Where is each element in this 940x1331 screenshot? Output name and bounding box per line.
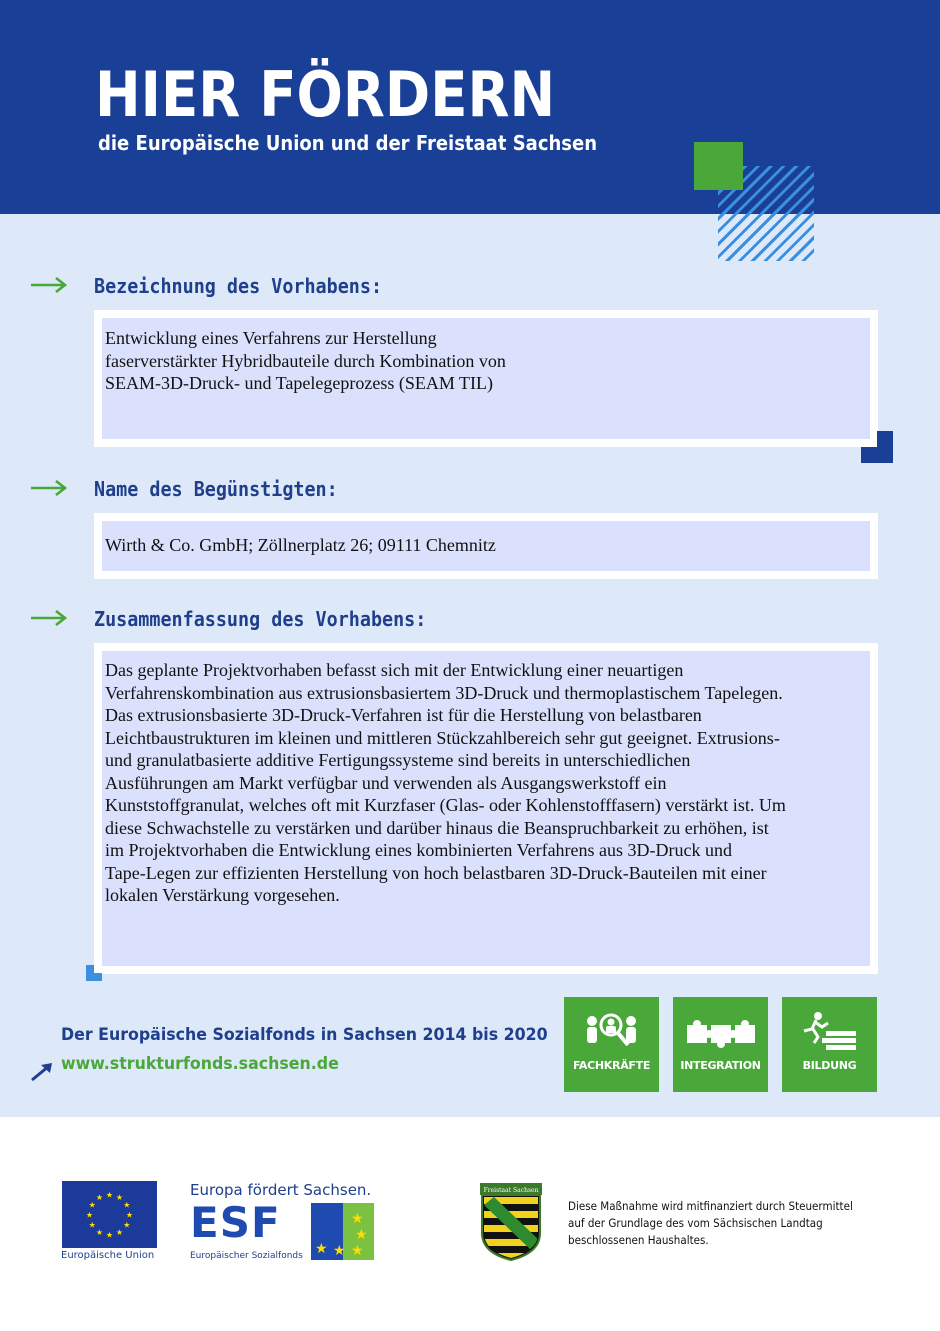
esf-flag-logo <box>311 1203 374 1260</box>
esf-subtitle: Europäischer Sozialfonds <box>190 1251 303 1261</box>
eu-star-icon: ★ <box>105 1190 114 1200</box>
funding-notice: Diese Maßnahme wird mitfinanziert durch Steuermittel auf der Grundlage des vom Sächsischen Landtag beschlossenen Haushaltes. <box>568 1199 853 1247</box>
svg-text:★: ★ <box>333 1243 346 1259</box>
page-title: HIER FÖRDERN <box>95 58 556 131</box>
eu-star-icon: ★ <box>123 1200 131 1210</box>
label-name: Name des Begünstigten: <box>94 477 338 501</box>
tile-label: FACHKRÄFTE <box>572 1059 651 1072</box>
tile-bildung <box>782 997 877 1092</box>
name-text: Wirth & Co. GmbH; Zöllnerplatz 26; 09111 Chemnitz <box>105 535 496 555</box>
green-square-decoration <box>694 142 743 190</box>
eu-star-icon: ★ <box>95 1227 104 1237</box>
eu-label: Europäische Union <box>61 1250 155 1261</box>
website-link[interactable]: www.strukturfonds.sachsen.de <box>61 1054 339 1074</box>
label-bezeichnung: Bezeichnung des Vorhabens: <box>94 274 383 298</box>
tile-integration <box>673 997 768 1092</box>
esf-logo: ESF <box>190 1198 281 1247</box>
eu-star-icon: ★ <box>123 1220 131 1230</box>
bezeichnung-text: Entwicklung eines Verfahrens zur Herstellung faserverstärkter Hybridbauteile durch Kombination von SEAM-3D-Druck- und Tapelegeprozess (SEAM TIL) <box>105 328 506 393</box>
eu-star-icon: ★ <box>105 1230 114 1240</box>
esf-info-text: Der Europäische Sozialfonds in Sachsen 2014 bis 2020 <box>61 1025 548 1045</box>
eu-star-icon: ★ <box>115 1227 124 1237</box>
eu-star-icon: ★ <box>85 1210 94 1220</box>
puzzle-icon <box>673 1009 768 1053</box>
eu-star-icon: ★ <box>95 1193 104 1203</box>
link-arrow-icon <box>29 1061 55 1083</box>
corner-decoration-small <box>86 965 102 981</box>
tile-label: INTEGRATION <box>680 1059 761 1072</box>
svg-text:★: ★ <box>355 1227 368 1243</box>
eu-star-icon: ★ <box>88 1200 96 1210</box>
svg-text:★: ★ <box>351 1243 364 1259</box>
people-magnifier-icon <box>564 1009 659 1053</box>
eu-flag-logo <box>62 1181 157 1248</box>
books-runner-icon <box>782 1009 877 1053</box>
svg-text:★: ★ <box>351 1211 364 1227</box>
tile-fachkraefte <box>564 997 659 1092</box>
eu-star-icon: ★ <box>88 1220 96 1230</box>
eu-star-icon: ★ <box>115 1193 124 1203</box>
green-arrow-icon <box>30 277 68 293</box>
svg-text:★: ★ <box>315 1241 328 1257</box>
esf-slogan: Europa fördert Sachsen. <box>190 1181 372 1199</box>
eu-star-icon: ★ <box>125 1210 134 1220</box>
label-zusammenfassung: Zusammenfassung des Vorhabens: <box>94 607 427 631</box>
crest-label: Freistaat Sachsen <box>483 1187 539 1194</box>
green-arrow-icon <box>30 610 68 626</box>
corner-decoration <box>861 431 893 463</box>
saxony-crest-logo <box>480 1183 542 1261</box>
green-arrow-icon <box>30 480 68 496</box>
page-subtitle: die Europäische Union und der Freistaat Sachsen <box>98 131 598 155</box>
tile-label: BILDUNG <box>802 1059 857 1072</box>
zusammenfassung-text: Das geplante Projektvorhaben befasst sich mit der Entwicklung einer neuartigen Verfahrenskombination aus extrusionsbasiertem 3D-Druck und thermoplastischem Tapelegen. Das extrusionsbasierte 3D-Druck-Verfahren ist für die Herstellung von belastbaren Leichtbaustrukturen im kleinen und mittleren Stückzahlbereich sehr gut geeignet. Extrusions- und granulatbasierte additive Fertigungssysteme sind bereits in unterschiedlichen Ausführungen am Markt verfügbar und verwenden als Ausgangswerkstoff ein Kunststoffgranulat, welches oft mit Kurzfaser (Glas- oder Kohlenstofffasern) verstärkt ist. Um diese Schwachstelle zu verstärken und darüber hinaus die Beanspruchbarkeit zu erhöhen, ist im Projektvorhaben die Entwicklung eines kombinierten Verfahrens aus 3D-Druck und Tape-Legen zur effizienten Herstellung von hoch belastbaren 3D-Druck-Bauteilen mit einer lokalen Verstärkung vorgesehen. <box>105 660 786 905</box>
